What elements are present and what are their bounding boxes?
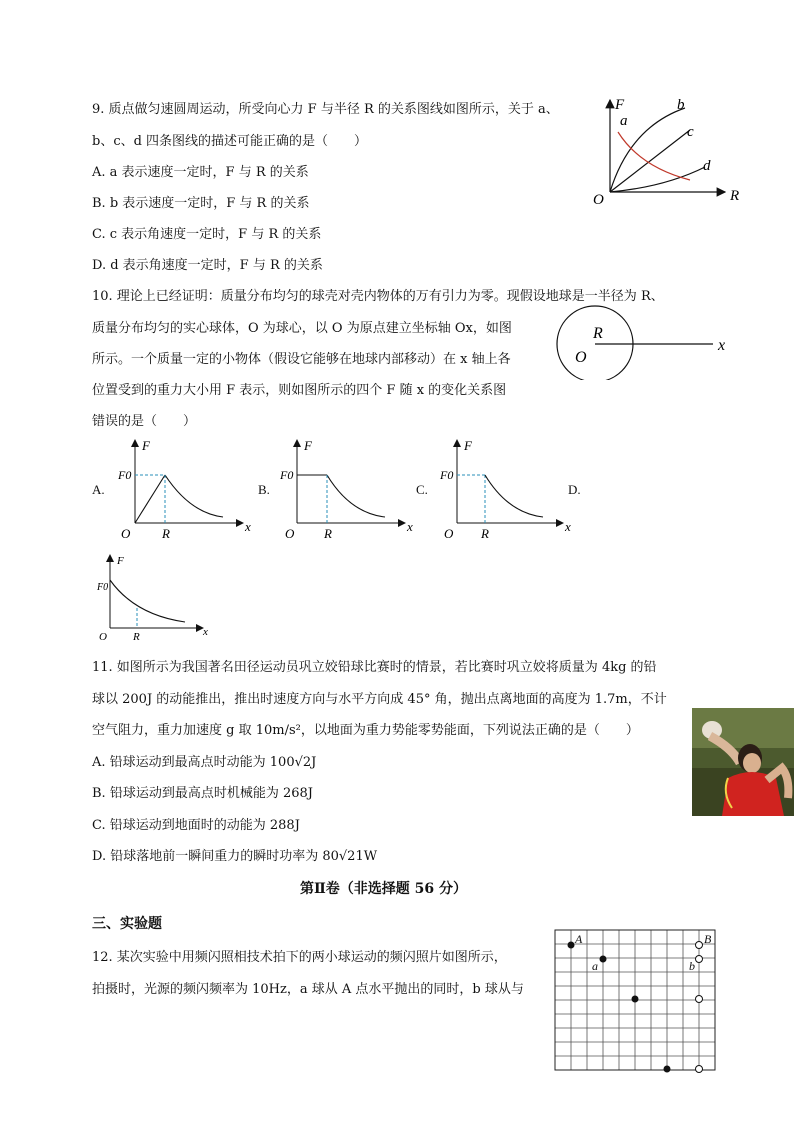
ball-b-pos4 (696, 1066, 703, 1073)
part2-title: 第Ⅱ卷（非选择题 56 分） (300, 881, 468, 897)
q10-label-x: x (718, 337, 726, 354)
svg-text:F: F (142, 438, 150, 453)
svg-text:F0: F0 (440, 468, 454, 482)
q9-label-d: d (703, 158, 711, 174)
ball-b-pos2 (696, 956, 703, 963)
q10-line4: 位置受到的重力大小用 F 表示，则如图所示的四个 F 随 x 的变化关系图 (92, 383, 507, 398)
q10-option-d-label: D. (568, 482, 581, 497)
athlete-photo (692, 708, 794, 816)
graph-c-decay (485, 475, 543, 517)
section3-title: 三、实验题 (92, 916, 162, 932)
svg-text:x: x (407, 519, 413, 534)
q9-option-c: C. c 表示角速度一定时，F 与 R 的关系 (92, 227, 322, 242)
q9-line1: 9. 质点做匀速圆周运动，所受向心力 F 与半径 R 的关系图线如图所示，关于 a、 (92, 102, 559, 117)
svg-text:F0: F0 (118, 468, 132, 482)
q9-label-O: O (593, 192, 604, 208)
q10-label-O: O (575, 349, 587, 366)
q10-option-c-label: C. (416, 482, 428, 497)
q11-option-d: D. 铅球落地前一瞬间重力的瞬时功率为 80√21W (92, 849, 378, 864)
svg-text:R: R (162, 526, 170, 541)
graph-d-decay (110, 580, 185, 622)
q9-label-F: F (615, 97, 625, 113)
q9-option-a: A. a 表示速度一定时，F 与 R 的关系 (92, 165, 309, 180)
q11-option-c: C. 铅球运动到地面时的动能为 288J (92, 818, 300, 833)
svg-text:O: O (444, 526, 454, 541)
q11-line1: 11. 如图所示为我国著名田径运动员巩立姣铅球比赛时的情景，若比赛时巩立姣将质量为 4kg 的铅 (92, 660, 657, 675)
q10-graph-c (438, 435, 583, 545)
q9-label-R: R (730, 188, 740, 204)
earth-circle (557, 306, 633, 380)
svg-text:x: x (565, 519, 571, 534)
q10-option-b-label: B. (258, 482, 270, 497)
svg-text:O: O (121, 526, 131, 541)
svg-text:F0: F0 (97, 582, 109, 593)
svg-text:x: x (245, 519, 251, 534)
grid-label-A: A (575, 932, 583, 946)
grid-label-a: a (592, 959, 598, 973)
q9-option-d: D. d 表示角速度一定时，F 与 R 的关系 (92, 258, 323, 273)
svg-text:F: F (117, 555, 124, 567)
q9-label-a: a (620, 113, 628, 129)
q10-line2: 质量分布均匀的实心球体，O 为球心，以 O 为原点建立坐标轴 Ox，如图 (92, 321, 512, 336)
q12-line1: 12. 某次实验中用频闪照相技术拍下的两小球运动的频闪照片如图所示， (92, 950, 507, 965)
q10-line5: 错误的是（ ） (92, 414, 197, 429)
svg-text:x: x (203, 626, 208, 638)
q10-circle-figure (548, 300, 738, 380)
q10-line1: 10. 理论上已经证明：质量分布均匀的球壳对壳内物体的万有引力为零。现假设地球是一半径为 R、 (92, 289, 664, 304)
q9-line2: b、c、d 四条图线的描述可能正确的是（ ） (92, 134, 368, 149)
svg-text:R: R (133, 631, 140, 643)
graph-a-decay (165, 475, 223, 517)
q9-curve-d (610, 167, 705, 192)
q10-label-R: R (593, 325, 603, 342)
q10-line3: 所示。一个质量一定的小物体（假设它能够在地球内部移动）在 x 轴上各 (92, 352, 511, 367)
svg-text:O: O (99, 631, 107, 643)
ball-a-pos2 (600, 956, 607, 963)
grid-label-B: B (704, 932, 712, 946)
q12-line2: 拍摄时，光源的频闪频率为 10Hz，a 球从 A 点水平抛出的同时，b 球从与 (92, 982, 524, 997)
graph-b-decay (327, 475, 385, 517)
ball-a-pos1 (568, 942, 575, 949)
graph-a-linear (135, 475, 165, 523)
q9-option-b: B. b 表示速度一定时，F 与 R 的关系 (92, 196, 310, 211)
q10-graph-b (280, 435, 425, 545)
svg-text:F0: F0 (280, 468, 294, 482)
q10-graph-a (115, 435, 260, 545)
svg-text:F: F (304, 438, 312, 453)
ball-a-pos4 (664, 1066, 671, 1073)
q9-label-b: b (677, 97, 685, 113)
q12-strobe-grid (552, 926, 724, 1078)
q11-option-a: A. 铅球运动到最高点时动能为 100√2J (92, 755, 317, 770)
q9-curve-c (610, 130, 690, 192)
q11-line2: 球以 200J 的动能推出，推出时速度方向与水平方向成 45° 角，抛出点离地面的高度为 1.7m，不计 (92, 692, 667, 707)
q9-graph (585, 92, 750, 212)
ball-a-pos3 (632, 996, 639, 1003)
svg-text:O: O (285, 526, 295, 541)
svg-text:R: R (481, 526, 489, 541)
ball-b-pos3 (696, 996, 703, 1003)
q9-curve-a (618, 132, 690, 180)
grid-label-b: b (689, 959, 695, 973)
svg-text:F: F (464, 438, 472, 453)
q10-option-a-label: A. (92, 482, 105, 497)
ball-b-pos1 (696, 942, 703, 949)
q11-option-b: B. 铅球运动到最高点时机械能为 268J (92, 786, 313, 801)
q9-label-c: c (687, 124, 694, 140)
q11-line3: 空气阻力，重力加速度 g 取 10m/s²，以地面为重力势能零势能面，下列说法正确的是（ ） (92, 723, 639, 738)
svg-text:R: R (324, 526, 332, 541)
q10-graph-d (95, 550, 220, 645)
